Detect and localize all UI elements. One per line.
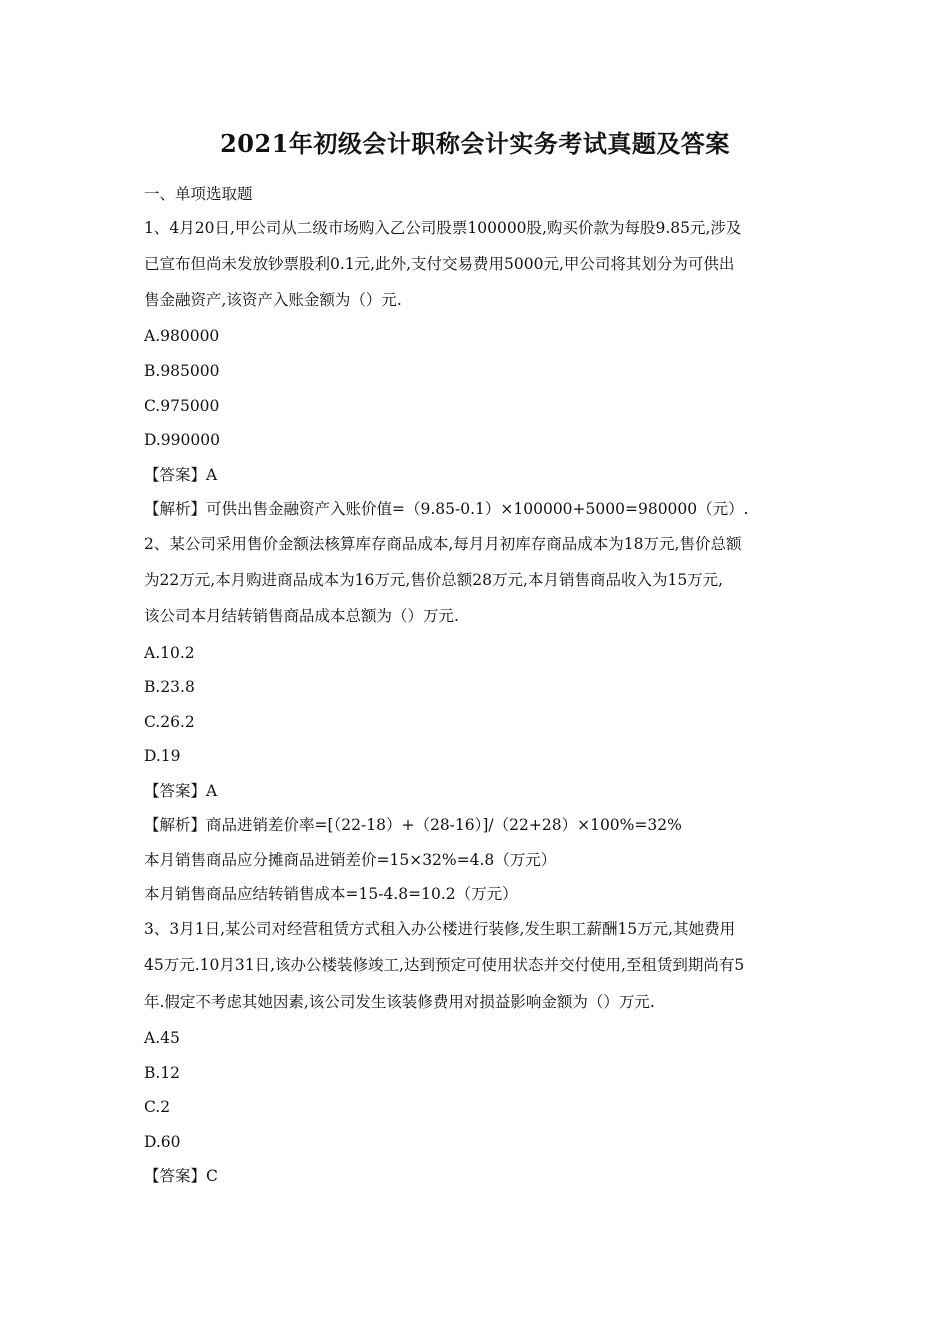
question-1-line-2: 已宣布但尚未发放钞票股利0.1元,此外,支付交易费用5000元,甲公司将其划分为可供出 — [144, 255, 735, 273]
document-title: 2021年初级会计职称会计实务考试真题及答案 — [220, 129, 730, 158]
question-1-option-c: C.975000 — [144, 397, 220, 415]
question-1-option-a: A.980000 — [144, 327, 220, 345]
question-2-answer: 【答案】A — [144, 782, 218, 800]
question-3-option-d: D.60 — [144, 1133, 181, 1151]
question-1-line-1: 1、4月20日,甲公司从二级市场购入乙公司股票100000股,购买价款为每股9.85元,涉及 — [144, 219, 742, 237]
question-2-option-c: C.26.2 — [144, 713, 195, 731]
question-1-explanation: 【解析】可供出售金融资产入账价值=（9.85-0.1）×100000+5000=980000（元）. — [144, 500, 749, 518]
question-2-option-b: B.23.8 — [144, 678, 195, 696]
question-2-line-1: 2、某公司采用售价金额法核算库存商品成本,每月月初库存商品成本为18万元,售价总额 — [144, 535, 742, 553]
question-2-line-2: 为22万元,本月购进商品成本为16万元,售价总额28万元,本月销售商品收入为15万元, — [144, 571, 724, 589]
question-2-explanation-1: 【解析】商品进销差价率=[（22-18）+（28-16）]/（22+28）×100%=32% — [144, 816, 682, 834]
question-2-line-3: 该公司本月结转销售商品成本总额为（）万元. — [144, 607, 459, 625]
question-3-option-b: B.12 — [144, 1064, 181, 1082]
question-3-line-3: 年.假定不考虑其她因素,该公司发生该装修费用对损益影响金额为（）万元. — [144, 993, 655, 1011]
question-2-explanation-2: 本月销售商品应分摊商品进销差价=15×32%=4.8（万元） — [144, 851, 557, 869]
question-2-option-a: A.10.2 — [144, 644, 195, 662]
question-3-line-2: 45万元.10月31日,该办公楼装修竣工,达到预定可使用状态并交付使用,至租赁到期尚有5 — [144, 956, 745, 974]
question-1-answer: 【答案】A — [144, 466, 218, 484]
question-3-option-c: C.2 — [144, 1098, 171, 1116]
section-heading: 一、单项选取题 — [144, 185, 253, 203]
question-3-line-1: 3、3月1日,某公司对经营租赁方式租入办公楼进行装修,发生职工薪酬15万元,其她费用 — [144, 920, 736, 938]
question-1-option-d: D.990000 — [144, 431, 220, 449]
question-1-line-3: 售金融资产,该资产入账金额为（）元. — [144, 291, 402, 309]
question-3-option-a: A.45 — [144, 1029, 180, 1047]
question-2-option-d: D.19 — [144, 747, 181, 765]
question-1-option-b: B.985000 — [144, 362, 220, 380]
question-3-answer: 【答案】C — [144, 1167, 218, 1185]
question-2-explanation-3: 本月销售商品应结转销售成本=15-4.8=10.2（万元） — [144, 885, 518, 903]
